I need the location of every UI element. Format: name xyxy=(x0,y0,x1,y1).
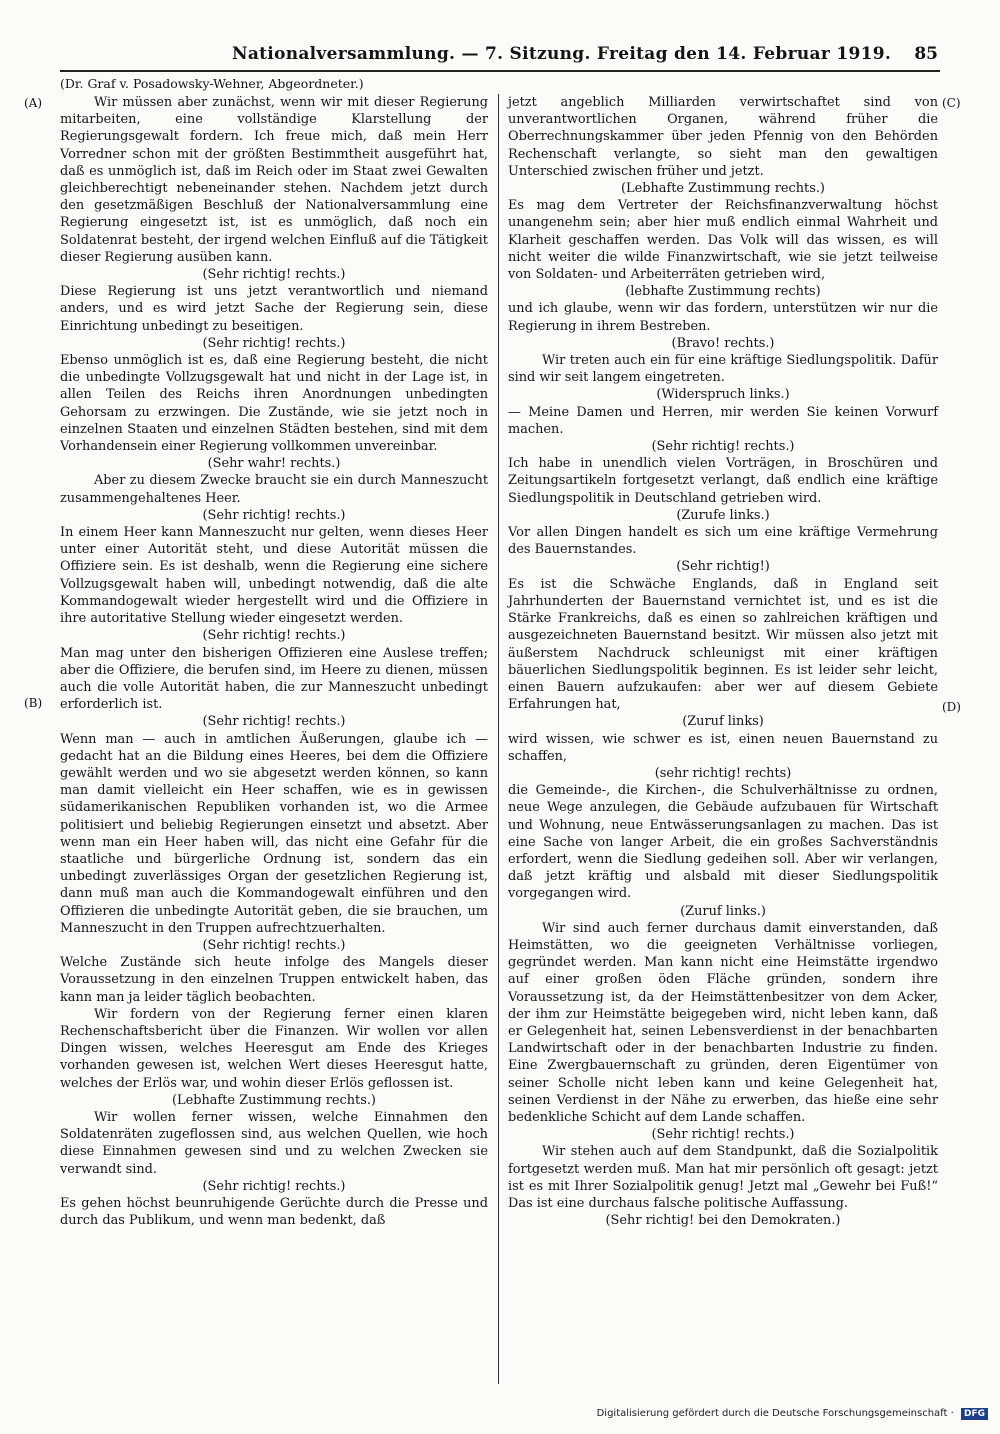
interjection: (Bravo! rechts.) xyxy=(671,335,775,351)
credit-text: Digitalisierung gefördert durch die Deutsche Forschungsgemeinschaft · xyxy=(596,1408,954,1419)
paragraph: Aber zu diesem Zwecke braucht sie ein durch Manneszucht zusammengehaltenes Heer. xyxy=(60,473,488,506)
paragraph: Wir sind auch ferner durchaus damit einverstanden, daß Heimstätten, wo die geeigneten Verhältnisse vorliegen, gegründet werden. Man kann nicht eine Heimstätte irgendwo auf einer großen öden Fläche gründen, sondern ihre Voraussetzung ist, da der Heimstättenbesitzer von dem Acker, der ihm zur Heimstätte beigegeben wird, nicht leben kann, daß er Gelegenheit hat, seinen Lebensverdienst in der benachbarten Landwirtschaft oder in der benachbarten Industrie zu finden. Eine Zwergbauernschaft zu gründen, deren Eigentümer von seiner Scholle nicht leben kann und keine Gelegenheit hat, seinen Verdienst in der Nähe zu erwerben, das hieße eine sehr bedenkliche Schicht auf dem Lande schaffen. xyxy=(508,920,938,1125)
paragraph: Ebenso unmöglich ist es, daß eine Regierung besteht, die nicht die unbedingte Vollzugsgewalt hat und nicht in der Lage ist, in allen Teilen des Reichs ihren Anordnungen unbedingten Gehorsam zu erzwingen. Die Zustände, wie sie jetzt noch in einzelnen Staaten und einzelnen Städten bestehen, sind mit dem Vorhandensein einer Regierung vollkommen unvereinbar. xyxy=(60,353,488,455)
interjection: (Sehr richtig! bei den Demokraten.) xyxy=(605,1213,841,1229)
paragraph: Wir treten auch ein für eine kräftige Siedlungspolitik. Dafür sind wir seit langem eingetreten. xyxy=(508,353,938,386)
paragraph: Wir stehen auch auf dem Standpunkt, daß die Sozialpolitik fortgesetzt werden muß. Man hat mir persönlich oft gesagt: jetzt ist es mit Ihrer Sozialpolitik genug! Jetzt mal „Gewehr bei Fuß!“ Das ist eine durchaus falsche politische Auffassung. xyxy=(508,1144,938,1211)
margin-mark-d: (D) xyxy=(942,700,961,714)
paragraph: Wir wollen ferner wissen, welche Einnahmen den Soldatenräten zugeflossen sind, aus welchen Quellen, wie hoch diese Einnahmen gewesen sind und zu welchen Zwecken sie verwandt sind. xyxy=(60,1109,488,1177)
speaker-line: (Dr. Graf v. Posadowsky-Wehner, Abgeordneter.) xyxy=(60,76,364,91)
paragraph: die Gemeinde-, die Kirchen-, die Schulverhältnisse zu ordnen, neue Wege anzulegen, die Gebäude aufzubauen für Wirtschaft und Wohnung, neue Entwässerungsanlagen zu machen. Das ist eine Sache von langer Arbeit, die ein großes Sachverständnis erfordert, wenn die Siedlung gedeihen soll. Aber wir verlangen, daß jetzt kräftig und alsbald mit dieser Siedlungspolitik vorgegangen wird. xyxy=(508,783,938,902)
margin-mark-c: (C) xyxy=(942,96,961,110)
interjection: (Sehr richtig! rechts.) xyxy=(202,937,346,953)
column-divider xyxy=(498,94,499,1384)
page-number: 85 xyxy=(914,44,938,64)
margin-mark-b: (B) xyxy=(24,696,43,710)
interjection: (Lebhafte Zustimmung rechts.) xyxy=(621,181,825,197)
paragraph: Es ist die Schwäche Englands, daß in England seit Jahrhunderten der Bauernstand vernichtet ist, und es ist die Stärke Frankreichs, daß es einen so zahlreichen kräftigen und ausgezeichneten Bauernstand besitzt. Wir müssen also jetzt mit äußerstem Nachdruck schleunigst mit einer kräftigen bäuerlichen Siedlungspolitik beginnen. Es ist leider sehr leicht, einen Bauern aufzukaufen: aber wer auf diesem Gebiete Erfahrungen hat, xyxy=(508,576,938,713)
paragraph: Man mag unter den bisherigen Offizieren eine Auslese treffen; aber die Offiziere, die berufen sind, im Heere zu dienen, müssen auch die volle Autorität haben, die zur Manneszucht unbedingt erforderlich ist. xyxy=(60,645,488,713)
interjection: (Sehr richtig! rechts.) xyxy=(202,267,346,283)
paragraph: und ich glaube, wenn wir das fordern, unterstützen wir nur die Regierung in ihrem Bestreben. xyxy=(508,301,938,334)
left-column xyxy=(60,94,488,1384)
digitization-credit xyxy=(597,1408,988,1420)
paragraph: Wenn man — auch in amtlichen Äußerungen, glaube ich — gedacht hat an die Bildung eines Heeres, bei dem die Offiziere gewählt werden und wo sie abgesetzt werden können, so kann man damit vielleicht ein Heer schaffen, wie es in gewissen südamerikanischen Republiken vorhanden ist, wo die Armee politisiert und beliebig Regierungen einsetzt und absetzt. Aber wenn man ein Heer haben will, das nicht eine Gefahr für die staatliche und bürgerliche Ordnung ist, sondern das ein unbedingt zuverlässiges Organ der gesetzlichen Regierung ist, dann muß man auch die Kommandogewalt einführen und den Offizieren die unbedingte Autorität geben, die sie brauchen, um Manneszucht in den Truppen aufrechtzuerhalten. xyxy=(60,731,488,936)
paragraph: In einem Heer kann Manneszucht nur gelten, wenn dieses Heer unter einer Autorität steht, und diese Autorität müssen die Offiziere sein. Es ist deshalb, wenn die Regierung eine sichere Vollzugsgewalt haben will, unbedingt notwendig, daß die alte Kommandogewalt wieder hergestellt wird und die Offiziere in ihre autoritative Stellung wieder eingesetzt werden. xyxy=(60,525,488,627)
interjection: (Zurufe links.) xyxy=(676,507,770,523)
interjection: (Sehr richtig! rechts.) xyxy=(202,714,346,730)
interjection: (Sehr richtig! rechts.) xyxy=(651,439,795,455)
interjection: (Lebhafte Zustimmung rechts.) xyxy=(172,1092,376,1108)
interjection: (Sehr richtig! rechts.) xyxy=(202,628,346,644)
interjection: (Sehr richtig!) xyxy=(676,559,770,575)
running-title: Nationalversammlung. — 7. Sitzung. Freitag den 14. Februar 1919. xyxy=(232,44,892,64)
interjection: (Widerspruch links.) xyxy=(656,387,790,403)
interjection: (Zuruf links) xyxy=(682,714,764,730)
interjection: (lebhafte Zustimmung rechts) xyxy=(625,284,821,300)
page-header xyxy=(60,44,940,72)
paragraph: wird wissen, wie schwer es ist, einen neuen Bauernstand zu schaffen, xyxy=(508,731,938,764)
paragraph: Vor allen Dingen handelt es sich um eine kräftige Vermehrung des Bauernstandes. xyxy=(508,525,938,558)
paragraph: Welche Zustände sich heute infolge des Mangels dieser Voraussetzung in den einzelnen Truppen entwickelt haben, das kann man ja leider täglich beobachten. xyxy=(60,955,488,1005)
paragraph: Wir müssen aber zunächst, wenn wir mit dieser Regierung mitarbeiten, eine vollständige Klarstellung der Regierungsgewalt fordern. Ich freue mich, daß mein Herr Vorredner schon mit der größten Bestimmtheit ausgeführt hat, daß es unmöglich ist, daß im Reich oder im Staat zwei Gewalten gleichberechtigt nebeneinander stehen. Nachdem jetzt durch den gesetzmäßigen Beschluß der Nationalversammlung eine Regierung eingesetzt ist, ist es unmöglich, daß noch ein Soldatenrat besteht, der irgend welchen Einfluß auf die Tätigkeit dieser Regierung ausüben kann. xyxy=(60,95,488,265)
paragraph: Es gehen höchst beunruhigende Gerüchte durch die Presse und durch das Publikum, und wenn man bedenkt, daß xyxy=(60,1196,488,1229)
interjection: (Sehr richtig! rechts.) xyxy=(651,1127,795,1143)
paragraph: Wir fordern von der Regierung ferner einen klaren Rechenschaftsbericht über die Finanzen. Wir wollen vor allen Dingen wissen, welches Heeresgut am Ende des Krieges vorhanden gewesen ist, welchen Wert dieses Heeresgut hatte, welches der Erlös war, und wohin dieser Erlös geflossen ist. xyxy=(60,1006,488,1091)
paragraph: — Meine Damen und Herren, mir werden Sie keinen Vorwurf machen. xyxy=(508,404,938,437)
interjection: (Zuruf links.) xyxy=(680,903,766,919)
paragraph: jetzt angeblich Milliarden verwirtschaftet sind von unverantwortlichen Organen, während früher die Oberrechnungskammer über jeden Pfennig von den Behörden Rechenschaft verlangte, so sieht man den gewaltigen Unterschied zwischen früher und jetzt. xyxy=(508,95,938,179)
interjection: (Sehr wahr! rechts.) xyxy=(207,456,341,472)
interjection: (sehr richtig! rechts) xyxy=(654,765,792,781)
interjection: (Sehr richtig! rechts.) xyxy=(202,507,346,523)
interjection: (Sehr richtig! rechts.) xyxy=(202,335,346,351)
paragraph: Ich habe in unendlich vielen Vorträgen, in Broschüren und Zeitungsartikeln fortgesetzt verlangt, daß endlich eine kräftige Siedlungspolitik in Deutschland getrieben wird. xyxy=(508,456,938,506)
interjection: (Sehr richtig! rechts.) xyxy=(202,1178,346,1194)
paragraph: Diese Regierung ist uns jetzt verantwortlich und niemand anders, und es wird jetzt Sache der Regierung sein, diese Einrichtung unbedingt zu beseitigen. xyxy=(60,284,488,334)
right-column xyxy=(508,94,938,1354)
paragraph: Es mag dem Vertreter der Reichsfinanzverwaltung höchst unangenehm sein; aber hier muß endlich einmal Wahrheit und Klarheit geschaffen werden. Das Volk will das wissen, es will nicht weiter die wilde Finanzwirtschaft, wie sie jetzt teilweise von Soldaten- und Arbeiterräten getrieben wird, xyxy=(508,198,938,283)
dfg-logo: DFG xyxy=(961,1408,988,1420)
margin-mark-a: (A) xyxy=(24,96,43,110)
